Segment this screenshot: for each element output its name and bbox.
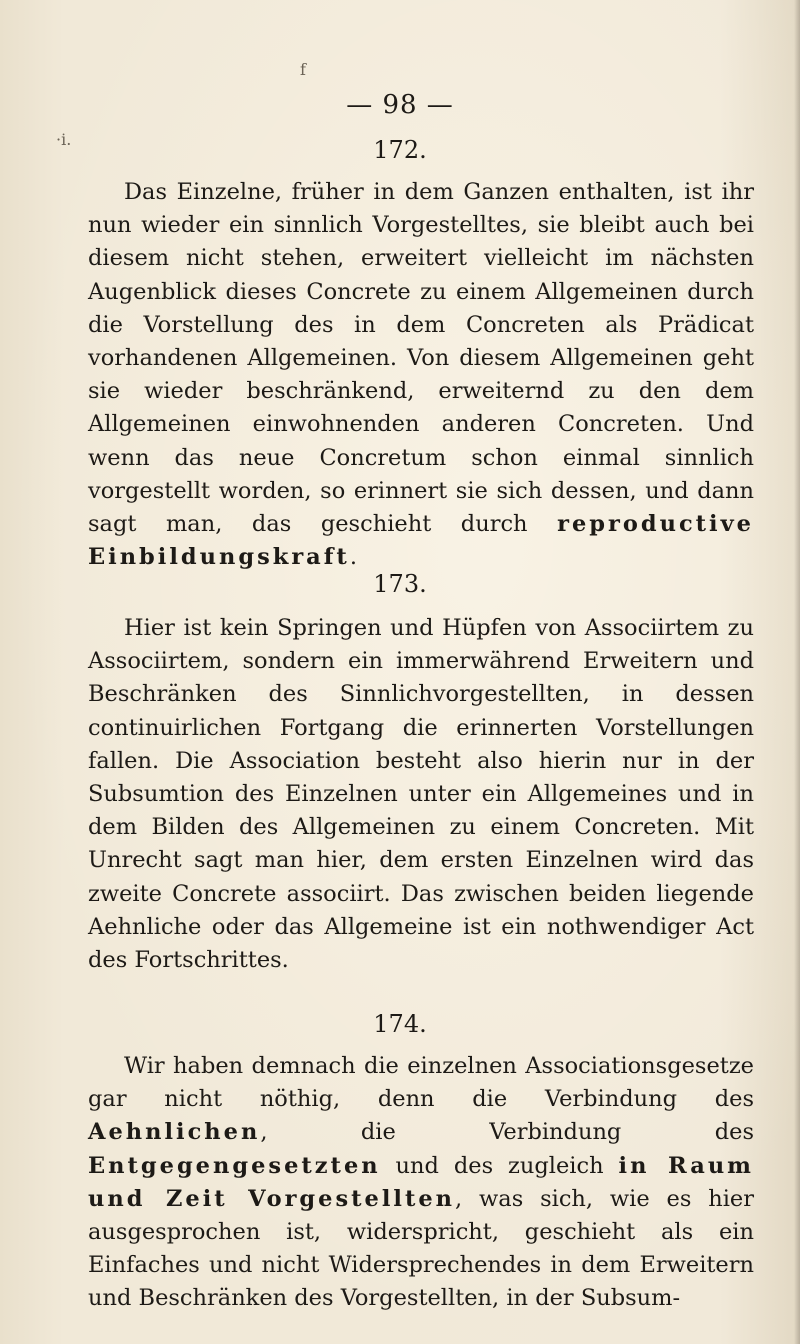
paragraph-174-text-2: , die Verbindung des (260, 1119, 754, 1146)
emphasis-opposite: Entgegengesetzten (88, 1152, 381, 1179)
paragraph-174-text-3: und des zugleich (395, 1152, 604, 1179)
stray-mark-top: f (300, 60, 306, 79)
paragraph-172 (88, 176, 754, 574)
emphasis-reproductive-imagination: reproductive Einbildungskraft (88, 511, 754, 571)
section-number-173: 173. (373, 570, 427, 598)
emphasis-space-time: in Raum und Zeit Vorgestellten (88, 1152, 754, 1212)
paragraph-174 (88, 1050, 754, 1316)
paragraph-173: Hier ist kein Springen und Hüpfen von Associirtem zu Associirtem, sondern ein immerwährend Erweitern und Beschränken des Sinnlichvorgestellten, in dessen continuirlichen Fortgang die erinnerten Vorstellungen fallen. Die Association besteht also hierin nur in der Subsumtion des Einzelnen unter ein Allgemeines und in dem Bilden des Allgemeinen zu einem Concreten. Mit Unrecht sagt man hier, dem ersten Einzelnen wird das zweite Concrete associirt. Das zwischen beiden liegende Aehnliche oder das Allgemeine ist ein nothwendiger Act des Fortschrittes. (88, 615, 754, 974)
section-number-172: 172. (373, 136, 427, 164)
paragraph-172-text: Das Einzelne, früher in dem Ganzen enthalten, ist ihr nun wieder ein sinnlich Vorgestelltes, sie bleibt auch bei diesem nicht stehen, erweitert vielleicht im nächsten Augenblick dieses Concrete zu einem Allgemeinen durch die Vorstellung des in dem Concreten als Prädicat vorhandenen Allgemeinen. Von diesem Allgemeinen geht sie wieder beschränkend, erweiternd zu den dem Allgemeinen einwohnenden anderen Concreten. Und wenn das neue Concretum schon einmal sinnlich vorgestellt worden, so erinnert sie sich dessen, und dann sagt man, das geschieht durch (88, 179, 754, 538)
stray-mark-left: ·i. (56, 130, 72, 149)
page-number-header: — 98 — (346, 90, 454, 120)
emphasis-similar: Aehnlichen (88, 1119, 261, 1146)
page-edge-shadow (794, 0, 800, 1344)
paragraph-174-text-4: , was sich, wie es hier ausgesprochen ist, widerspricht, geschieht als ein Einfaches und nicht Widersprechendes in dem Erweitern und Beschränken des Vorgestellten, in der Subsum- (88, 1185, 755, 1312)
paragraph-172-end: . (349, 544, 357, 571)
section-number-174: 174. (373, 1010, 427, 1038)
paragraph-174-text-1: Wir haben demnach die einzelnen Associationsgesetze gar nicht nöthig, denn die Verbindung des (88, 1053, 754, 1113)
